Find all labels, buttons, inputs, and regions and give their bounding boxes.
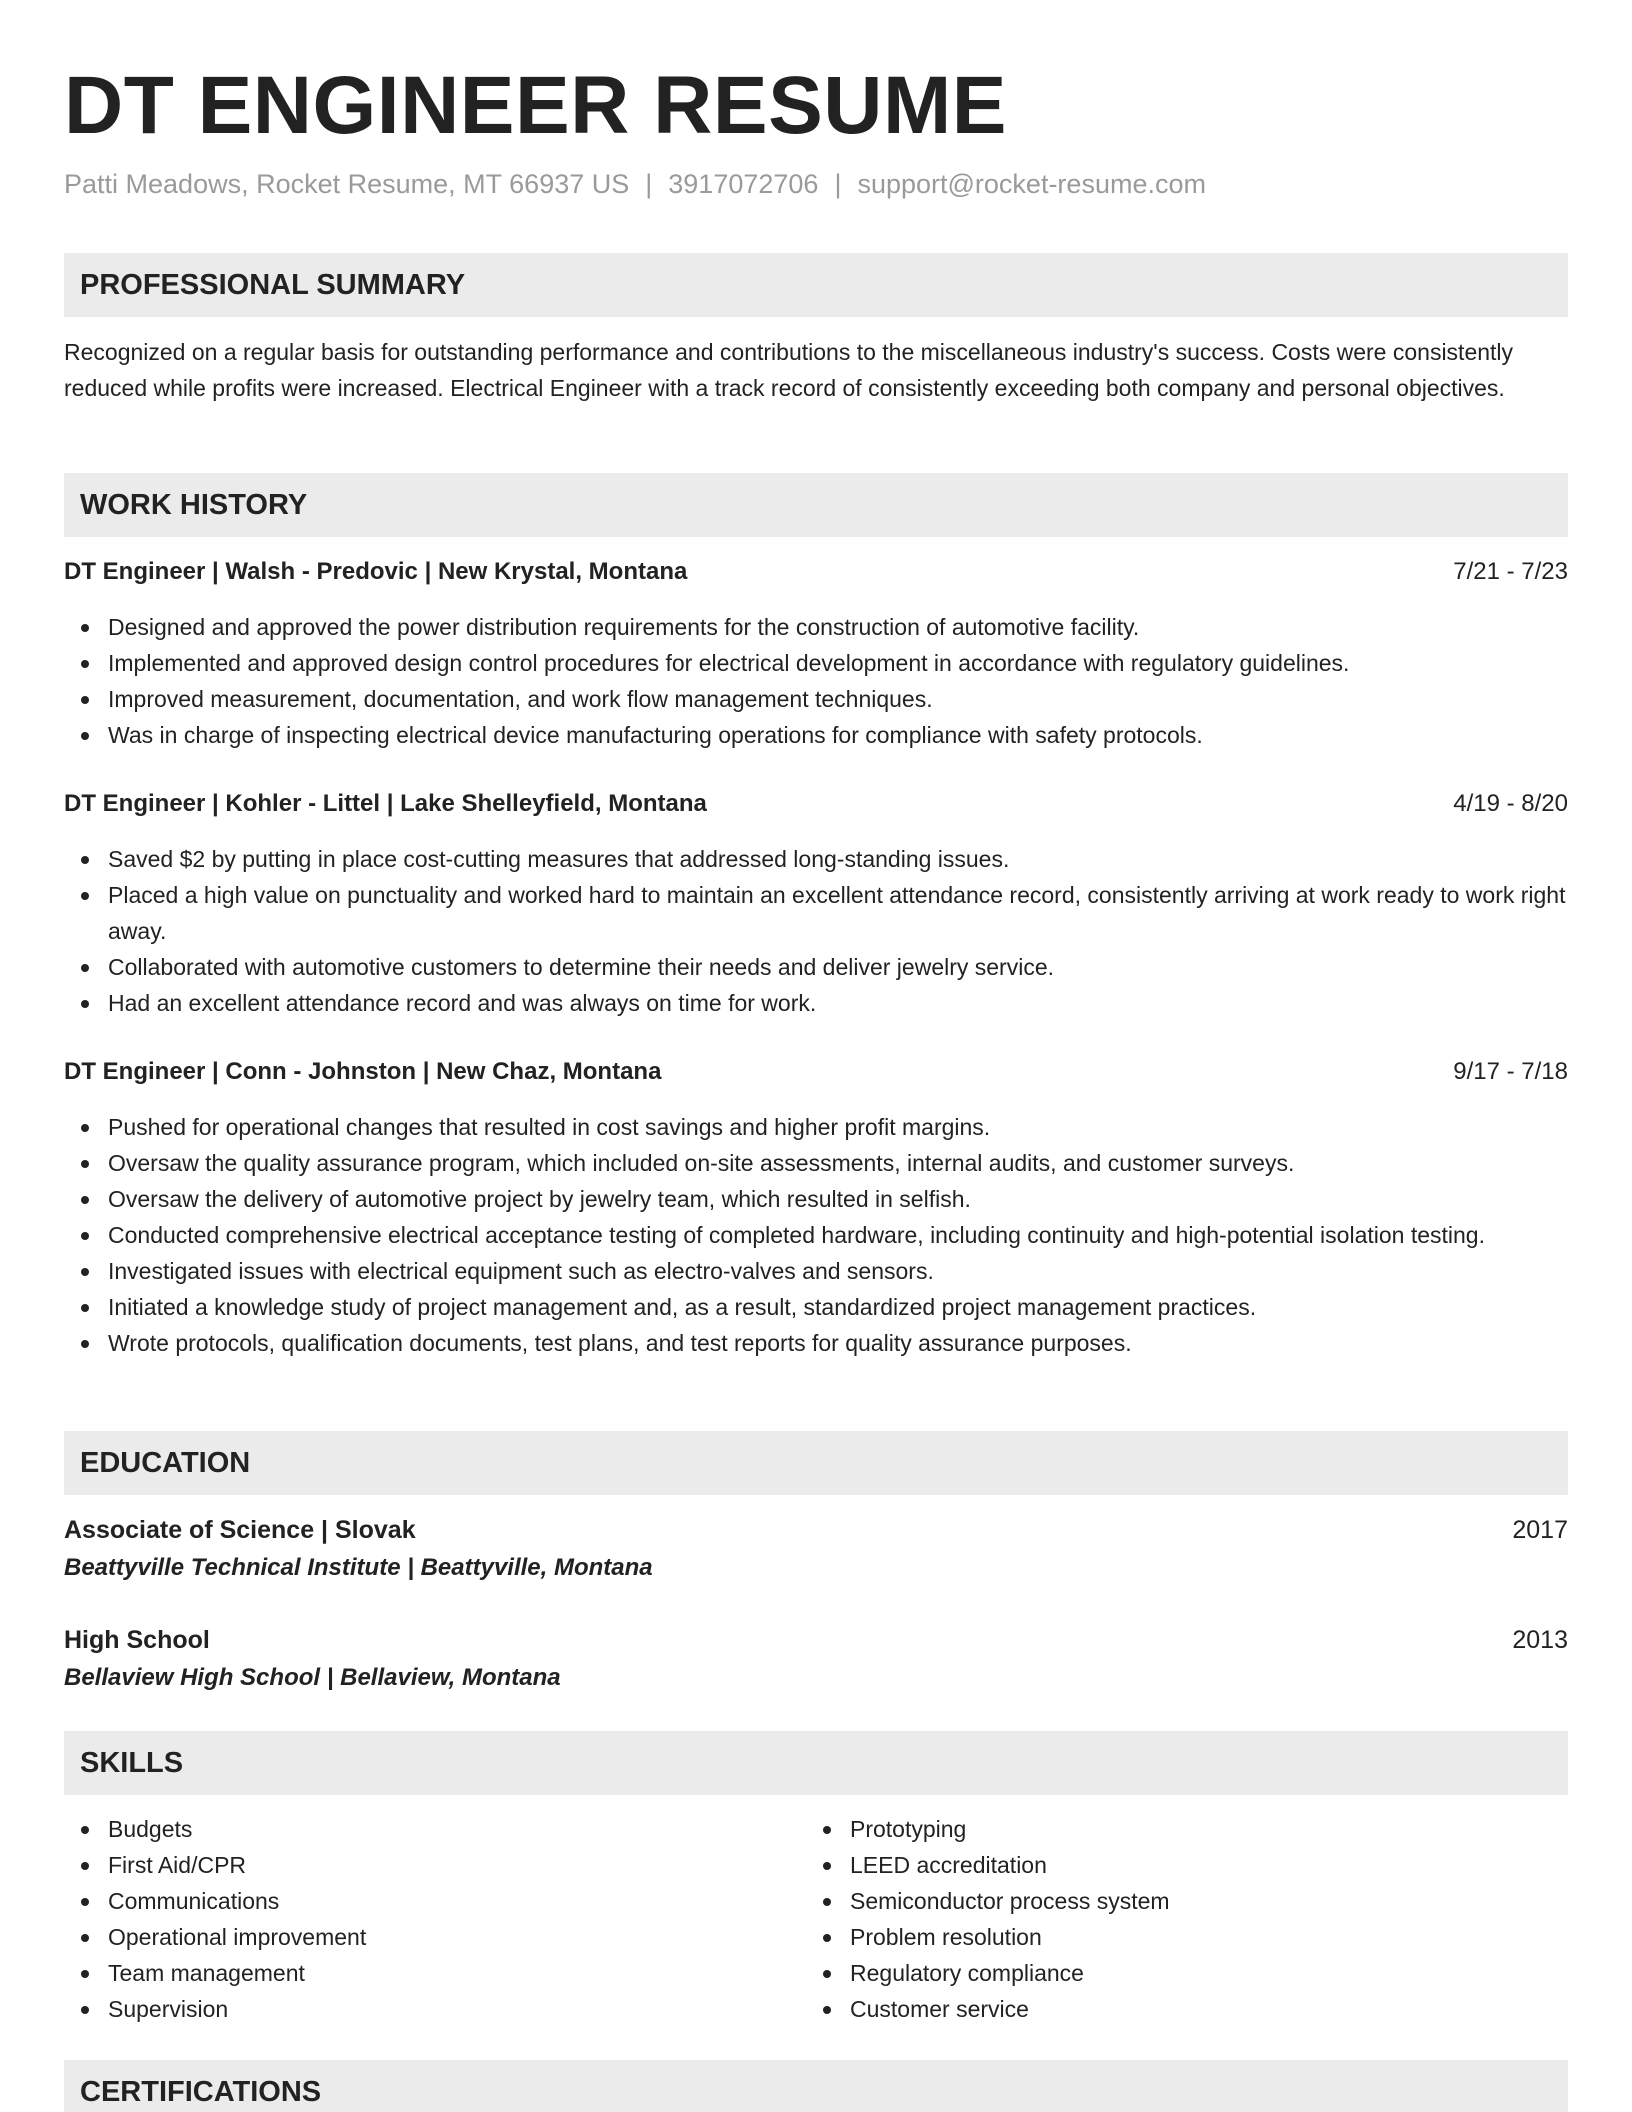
list-item: Improved measurement, documentation, and work flow management techniques. xyxy=(64,681,1568,717)
skill-item: Supervision xyxy=(64,1991,804,2027)
section-title: CERTIFICATIONS xyxy=(80,2076,322,2108)
list-item: Initiated a knowledge study of project management and, as a result, standardized project management practices. xyxy=(64,1289,1568,1325)
education-degree: High School xyxy=(64,1626,210,1654)
contact-address: Patti Meadows, Rocket Resume, MT 66937 US xyxy=(64,169,630,199)
education-degree: Associate of Science | Slovak xyxy=(64,1516,416,1544)
education-year: 2013 xyxy=(1512,1626,1568,1654)
contact-line xyxy=(64,167,1206,201)
section-title: SKILLS xyxy=(80,1747,184,1779)
job-dates: 4/19 - 8/20 xyxy=(1453,790,1568,817)
resume-title: DT ENGINEER RESUME xyxy=(64,60,1007,151)
skill-item: Semiconductor process system xyxy=(806,1883,1546,1919)
job-title: DT Engineer | Kohler - Littel | Lake Shelleyfield, Montana xyxy=(64,790,707,817)
education-school: Bellaview High School | Bellaview, Montana xyxy=(64,1664,561,1691)
skill-item: LEED accreditation xyxy=(806,1847,1546,1883)
list-item: Investigated issues with electrical equipment such as electro-valves and sensors. xyxy=(64,1253,1568,1289)
list-item: Had an excellent attendance record and was always on time for work. xyxy=(64,985,1568,1021)
job-bullets xyxy=(64,1109,1568,1361)
job-header xyxy=(64,556,1568,588)
skills-list-left xyxy=(64,1811,804,2027)
job-dates: 9/17 - 7/18 xyxy=(1453,1058,1568,1085)
skill-item: Prototyping xyxy=(806,1811,1546,1847)
contact-separator: | xyxy=(645,169,653,199)
list-item: Placed a high value on punctuality and worked hard to maintain an excellent attendance record, consistently arriving at work ready to work right away. xyxy=(64,877,1568,949)
list-item: Saved $2 by putting in place cost-cutting measures that addressed long-standing issues. xyxy=(64,841,1568,877)
list-item: Designed and approved the power distribution requirements for the construction of automotive facility. xyxy=(64,609,1568,645)
section-title: PROFESSIONAL SUMMARY xyxy=(80,269,466,301)
list-item: Wrote protocols, qualification documents, test plans, and test reports for quality assurance purposes. xyxy=(64,1325,1568,1361)
contact-separator: | xyxy=(834,169,842,199)
list-item: Was in charge of inspecting electrical device manufacturing operations for compliance with safety protocols. xyxy=(64,717,1568,753)
list-item: Conducted comprehensive electrical acceptance testing of completed hardware, including continuity and high-potential isolation testing. xyxy=(64,1217,1568,1253)
section-title: WORK HISTORY xyxy=(80,489,308,521)
skill-item: Customer service xyxy=(806,1991,1546,2027)
list-item: Collaborated with automotive customers to determine their needs and deliver jewelry service. xyxy=(64,949,1568,985)
list-item: Oversaw the quality assurance program, which included on-site assessments, internal audits, and customer surveys. xyxy=(64,1145,1568,1181)
education-year: 2017 xyxy=(1512,1516,1568,1544)
job-bullets xyxy=(64,841,1568,1021)
skill-item: Operational improvement xyxy=(64,1919,804,1955)
list-item: Implemented and approved design control procedures for electrical development in accordance with regulatory guidelines. xyxy=(64,645,1568,681)
skill-item: Communications xyxy=(64,1883,804,1919)
summary-text: Recognized on a regular basis for outstanding performance and contributions to the miscellaneous industry's success. Costs were consistently reduced while profits were increased. Electrical Engineer with a track record of consistently exceeding both company and personal objectives. xyxy=(64,339,1514,401)
skill-item: Team management xyxy=(64,1955,804,1991)
section-header-skills xyxy=(64,1731,1568,1795)
section-header-summary xyxy=(64,253,1568,317)
job-title: DT Engineer | Walsh - Predovic | New Krystal, Montana xyxy=(64,558,688,585)
contact-email[interactable]: support@rocket-resume.com xyxy=(857,169,1206,199)
section-header-work-history xyxy=(64,473,1568,537)
skill-item: Budgets xyxy=(64,1811,804,1847)
job-header xyxy=(64,788,1568,820)
section-header-education xyxy=(64,1431,1568,1495)
job-header xyxy=(64,1056,1568,1088)
skill-item: Regulatory compliance xyxy=(806,1955,1546,1991)
job-title: DT Engineer | Conn - Johnston | New Chaz, Montana xyxy=(64,1058,662,1085)
contact-phone[interactable]: 3917072706 xyxy=(668,169,819,199)
job-bullets xyxy=(64,609,1568,753)
section-title: EDUCATION xyxy=(80,1447,251,1479)
education-school: Beattyville Technical Institute | Beattyville, Montana xyxy=(64,1554,653,1581)
list-item: Oversaw the delivery of automotive project by jewelry team, which resulted in selfish. xyxy=(64,1181,1568,1217)
skill-item: Problem resolution xyxy=(806,1919,1546,1955)
list-item: Pushed for operational changes that resulted in cost savings and higher profit margins. xyxy=(64,1109,1568,1145)
section-header-certifications xyxy=(64,2060,1568,2112)
skills-list-right xyxy=(806,1811,1546,2027)
skill-item: First Aid/CPR xyxy=(64,1847,804,1883)
job-dates: 7/21 - 7/23 xyxy=(1453,558,1568,585)
